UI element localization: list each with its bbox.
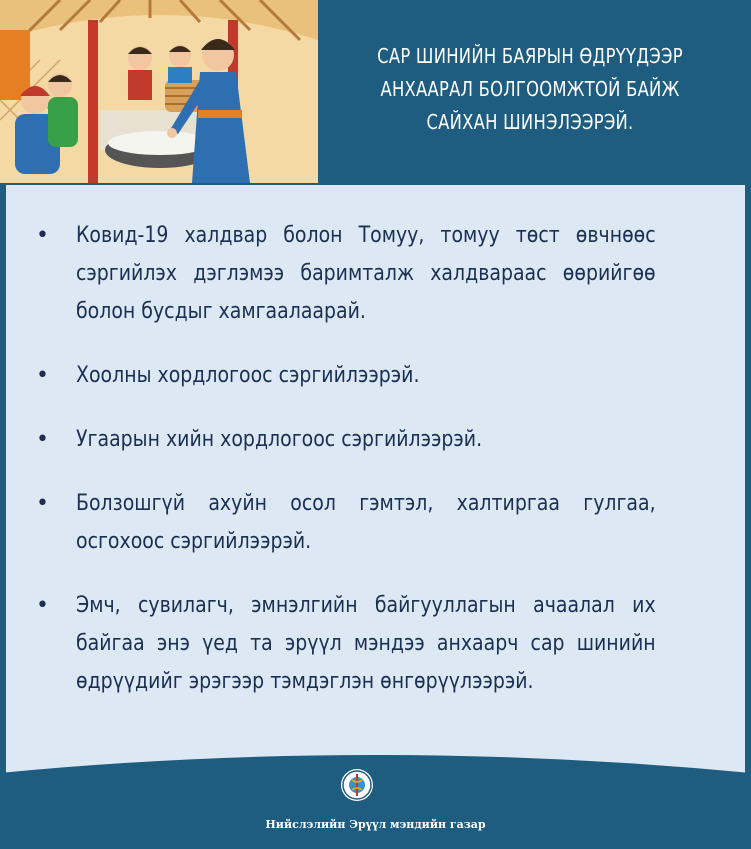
list-item	[36, 421, 656, 459]
footer-wave	[0, 755, 751, 849]
bullet-marker: •	[36, 223, 49, 248]
list-item-text: Угаарын хийн хордлогоос сэргийлээрэй.	[76, 427, 483, 452]
list-item-text: Хоолны хордлогоос сэргийлээрэй.	[76, 363, 420, 388]
list-item	[36, 217, 656, 331]
bullet-marker: •	[36, 593, 49, 618]
bullet-marker: •	[36, 427, 49, 452]
page-title	[366, 40, 694, 139]
bullet-marker: •	[36, 491, 49, 516]
organization-name: Нийслэлийн Эрүүл мэндийн газар	[265, 818, 486, 831]
family-in-ger-illustration	[0, 0, 318, 183]
list-item-text: Ковид-19 халдвар болон Томуу, томуу төст өвчнөөс сэргийлэх дэглэмээ баримталж халдвараас өөрийгөө болон бусдыг хамгаалаарай.	[76, 223, 656, 324]
list-item-text: Эмч, сувилагч, эмнэлгийн байгууллагын ачаалал их байгаа энэ үед та эрүүл мэндээ анхаарч сар шинийн өдрүүдийг эрэгээр тэмдэглэн өнгөрүүлээрэй.	[76, 593, 656, 694]
title-line: САЙХАН ШИНЭЛЭЭРЭЙ.	[426, 110, 634, 134]
list-item-text: Болзошгүй ахуйн осол гэмтэл, халтиргаа гулгаа, осгохоос сэргийлээрэй.	[76, 491, 656, 554]
list-item	[36, 357, 656, 395]
list-item	[36, 587, 656, 701]
advice-list	[36, 217, 656, 727]
title-line: АНХААРАЛ БОЛГООМЖТОЙ БАЙЖ	[380, 77, 680, 101]
list-item	[36, 485, 656, 561]
title-line: САР ШИНИЙН БАЯРЫН ӨДРҮҮДЭЭР	[377, 44, 683, 68]
health-department-emblem-icon	[340, 768, 374, 802]
bullet-marker: •	[36, 363, 49, 388]
content-panel	[6, 185, 745, 785]
